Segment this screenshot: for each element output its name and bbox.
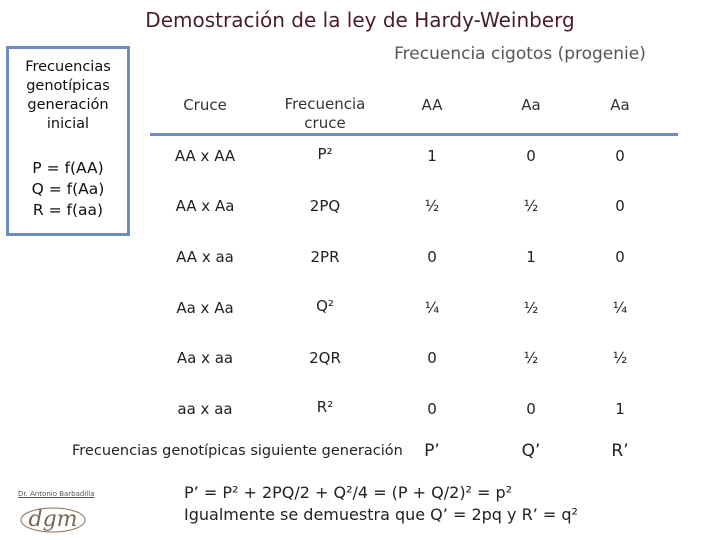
- zygote-cell: 0: [615, 248, 625, 266]
- zygote-cell: ½: [523, 299, 539, 317]
- cross-cell: AA x aa: [176, 248, 234, 266]
- cross-cell: aa x aa: [177, 400, 233, 418]
- slide-title: Demostración de la ley de Hardy-Weinberg: [145, 8, 575, 32]
- dgm-logo: [18, 498, 88, 536]
- column-header-aa-het: Aa: [521, 96, 541, 114]
- equation-line: Igualmente se demuestra que Q’ = 2pq y R’ = q²: [184, 505, 578, 524]
- zygote-cell: 0: [427, 248, 437, 266]
- var-p: P = f(AA): [32, 159, 104, 177]
- freq-cell: P²: [317, 145, 333, 163]
- zygote-cell: 1: [615, 400, 625, 418]
- zygote-cell: 0: [427, 400, 437, 418]
- zygote-cell: ½: [424, 197, 440, 215]
- cross-cell: Aa x Aa: [176, 299, 234, 317]
- zygote-cell: 0: [615, 147, 625, 165]
- result-p: P’: [424, 441, 440, 461]
- heading-line: genotípicas: [26, 78, 110, 94]
- zygote-cell: ½: [612, 349, 628, 367]
- result-r: R’: [611, 441, 629, 461]
- zygote-cell: ¼: [612, 299, 628, 317]
- column-header-frequency-line: cruce: [304, 114, 346, 132]
- zygote-cell: 0: [526, 147, 536, 165]
- cross-cell: AA x AA: [174, 147, 236, 165]
- column-header-aa: AA: [421, 96, 443, 114]
- var-q: Q = f(Aa): [31, 180, 105, 198]
- column-header-frequency: [270, 95, 380, 133]
- freq-cell: 2PR: [310, 248, 340, 266]
- heading-line: inicial: [46, 116, 90, 132]
- cross-cell: Aa x aa: [176, 349, 234, 367]
- next-generation-label: Frecuencias genotípicas siguiente generación: [72, 443, 403, 459]
- result-q: Q’: [521, 441, 541, 461]
- initial-frequencies-heading: [9, 58, 127, 134]
- dgm-logo-graphic: [18, 498, 88, 536]
- cross-cell: AA x Aa: [175, 197, 235, 215]
- header-separator: [150, 133, 678, 136]
- zygote-cell: ¼: [424, 299, 440, 317]
- author-credit: Dr. Antonio Barbadilla: [18, 490, 95, 498]
- column-header-aa-third: Aa: [610, 96, 630, 114]
- zygote-cell: 0: [615, 197, 625, 215]
- heading-line: generación: [27, 97, 109, 113]
- zygote-cell: ½: [523, 197, 539, 215]
- freq-cell: R²: [316, 398, 334, 416]
- zygote-cell: 0: [427, 349, 437, 367]
- column-header-frequency-line: Frecuencia: [284, 95, 366, 113]
- zygote-cell: ½: [523, 349, 539, 367]
- logo-text: dgm: [28, 507, 78, 532]
- zygote-cell: 1: [526, 248, 536, 266]
- initial-frequencies-box: [6, 46, 130, 236]
- freq-cell: Q²: [316, 297, 334, 315]
- var-r: R = f(aa): [32, 201, 104, 219]
- freq-cell: 2PQ: [309, 197, 341, 215]
- zygote-frequency-title: Frecuencia cigotos (progenie): [394, 44, 646, 64]
- heading-line: Frecuencias: [25, 59, 111, 75]
- equations: [184, 482, 578, 526]
- zygote-cell: 0: [526, 400, 536, 418]
- equation-line: P’ = P² + 2PQ/2 + Q²/4 = (P + Q/2)² = p²: [184, 483, 513, 502]
- column-header-cross: Cruce: [183, 96, 227, 114]
- freq-cell: 2QR: [309, 349, 341, 367]
- zygote-cell: 1: [427, 147, 437, 165]
- variable-definitions: [9, 158, 127, 221]
